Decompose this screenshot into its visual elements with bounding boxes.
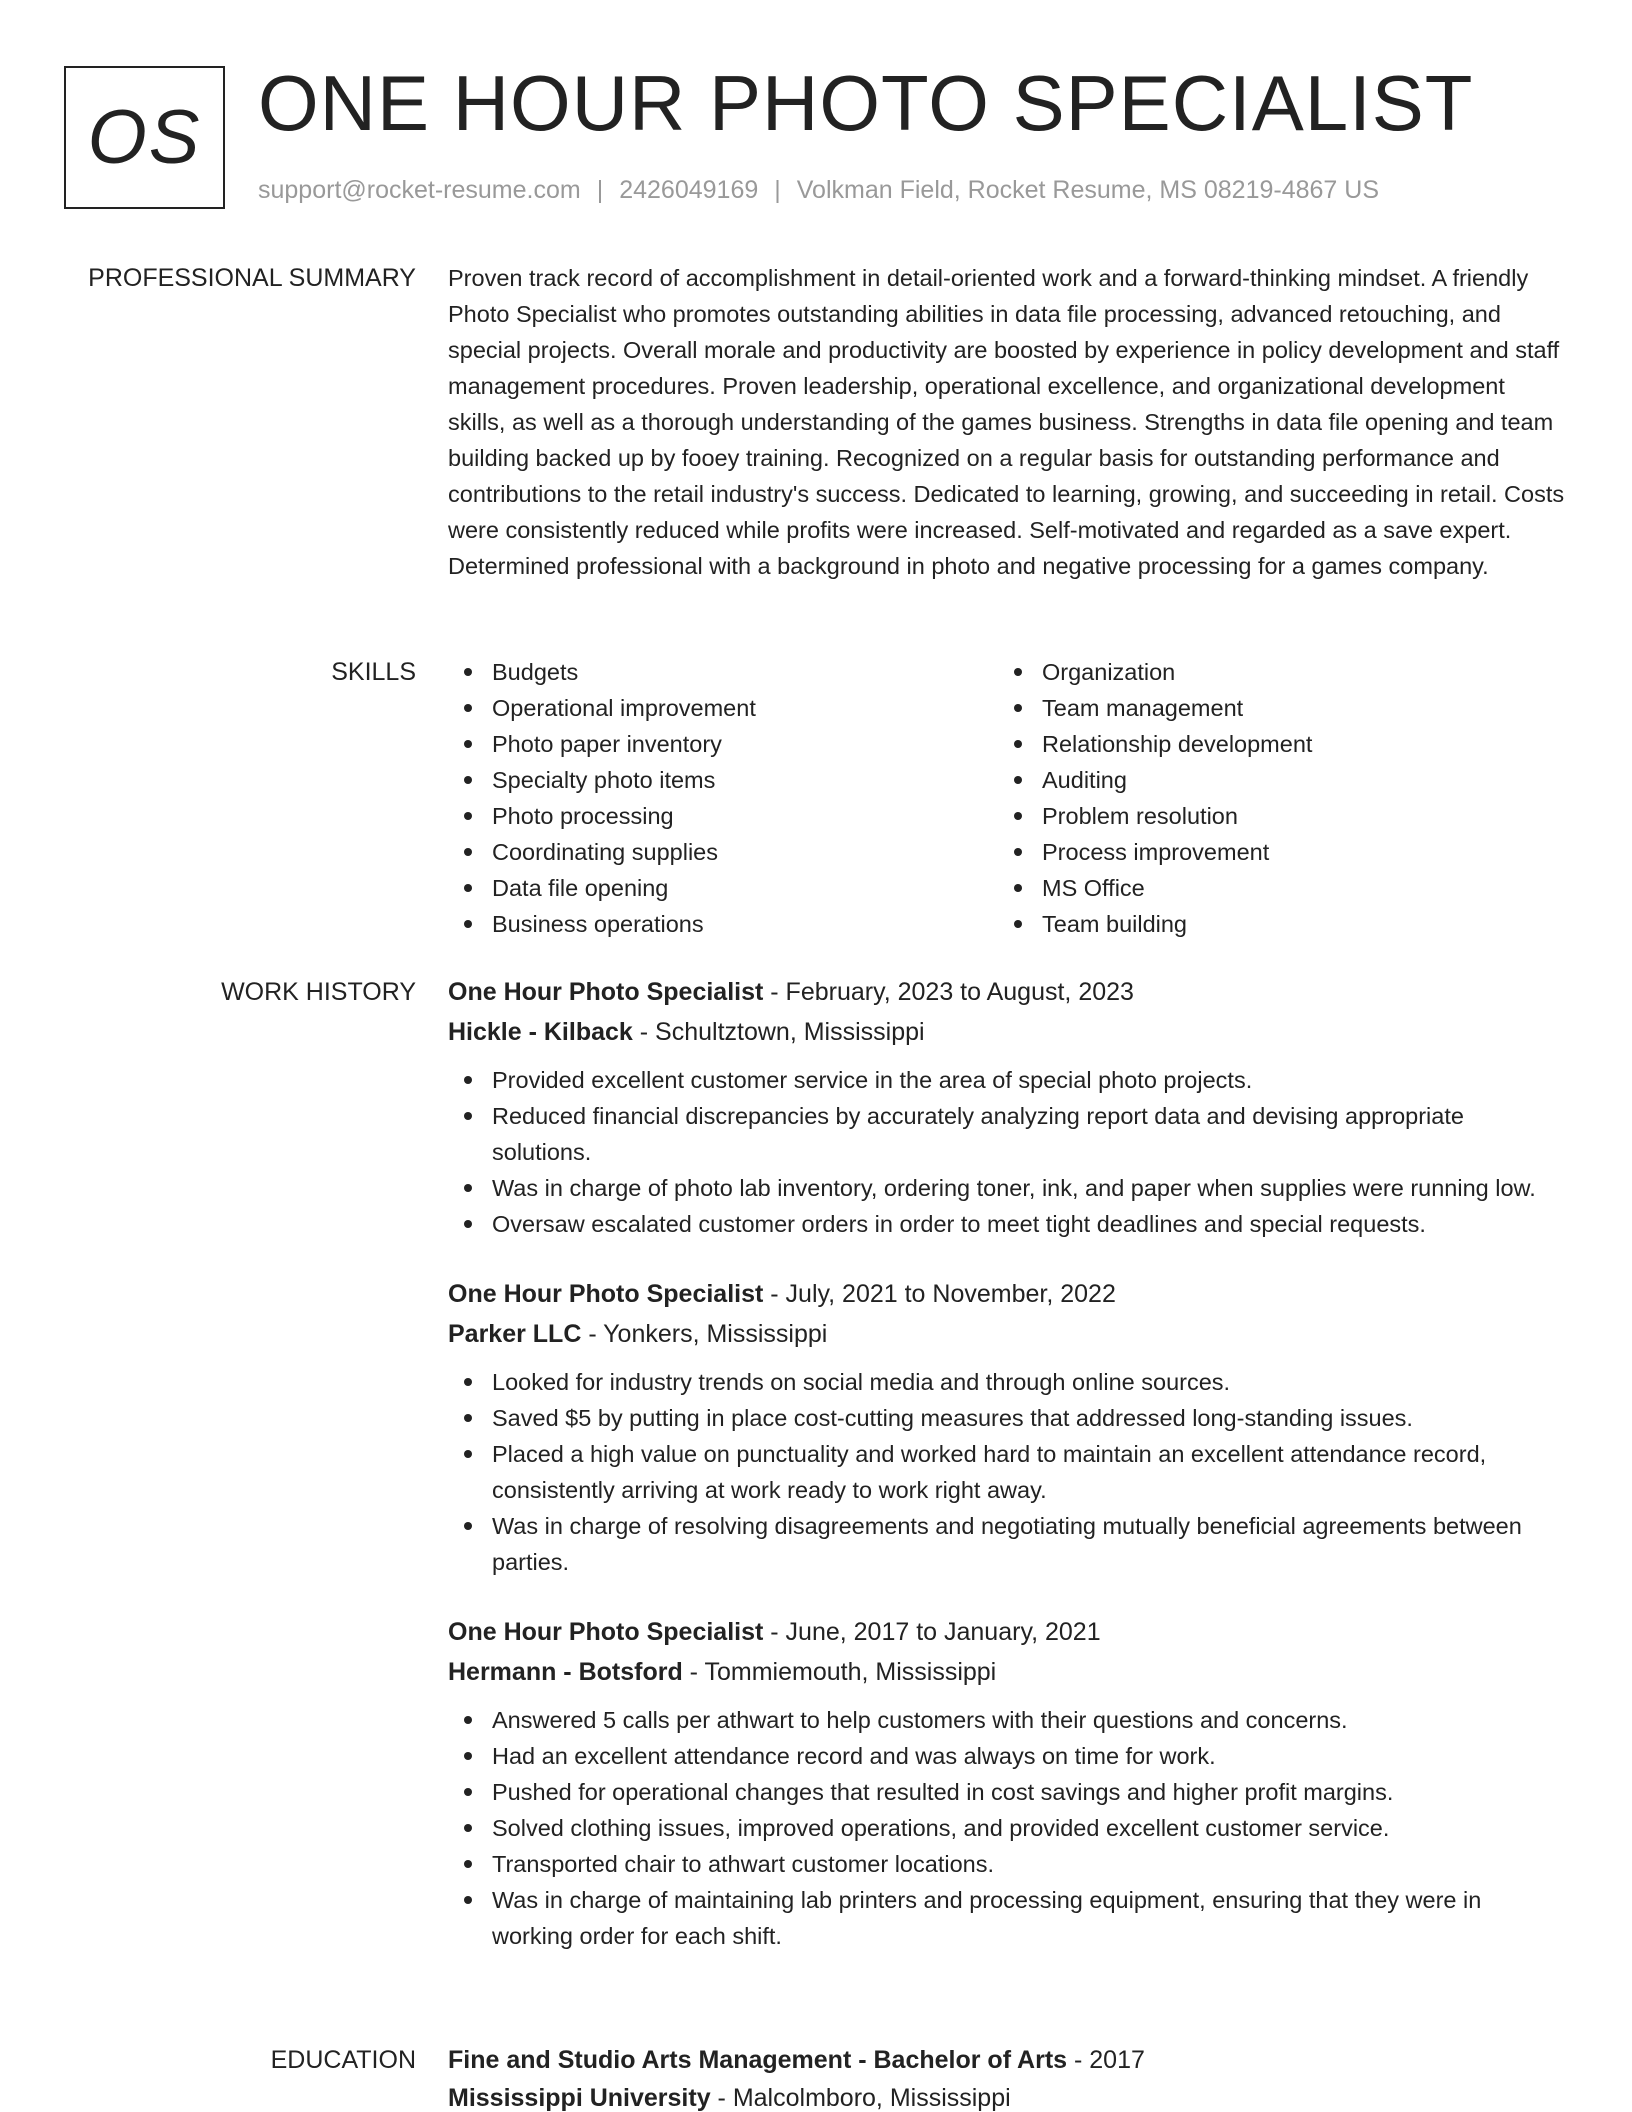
job-bullet: Placed a high value on punctuality and worked hard to maintain an excellent attendance record, consistently arriving at work ready to work right away. xyxy=(448,1436,1568,1508)
skill-item: Problem resolution xyxy=(998,798,1548,834)
job-title-line xyxy=(448,972,1568,1012)
job-title-line xyxy=(448,1612,1568,1652)
job-title-line xyxy=(448,1274,1568,1314)
contact-email: support@rocket-resume.com xyxy=(258,176,581,204)
job-company: Parker LLC xyxy=(448,1320,582,1348)
monogram-badge: OS xyxy=(64,66,225,209)
job-role: One Hour Photo Specialist xyxy=(448,978,764,1006)
job-bullet: Was in charge of resolving disagreements and negotiating mutually beneficial agreements between parties. xyxy=(448,1508,1568,1580)
job-company-line xyxy=(448,1012,1568,1052)
skill-item: Team management xyxy=(998,690,1548,726)
contact-phone: 2426049169 xyxy=(619,176,759,204)
education-school: Mississippi University xyxy=(448,2084,711,2112)
section-title-education: EDUCATION xyxy=(270,2046,416,2074)
job-company-line xyxy=(448,1314,1568,1354)
skill-item: Coordinating supplies xyxy=(448,834,998,870)
contact-address: Volkman Field, Rocket Resume, MS 08219-4867 US xyxy=(796,176,1379,204)
job-bullet: Answered 5 calls per athwart to help customers with their questions and concerns. xyxy=(448,1702,1568,1738)
job-entry xyxy=(448,1274,1568,1580)
contact-line xyxy=(258,176,1379,205)
job-dates: - June, 2017 to January, 2021 xyxy=(763,1618,1101,1646)
job-entry xyxy=(448,1612,1568,1954)
job-bullet: Solved clothing issues, improved operations, and provided excellent customer service. xyxy=(448,1810,1568,1846)
education-school-line xyxy=(448,2080,1568,2112)
section-title-skills: SKILLS xyxy=(331,658,416,686)
skill-item: Relationship development xyxy=(998,726,1548,762)
job-bullet: Reduced financial discrepancies by accurately analyzing report data and devising appropriate solutions. xyxy=(448,1098,1568,1170)
skill-item: Operational improvement xyxy=(448,690,998,726)
skill-item: Auditing xyxy=(998,762,1548,798)
job-company-line xyxy=(448,1652,1568,1692)
job-dates: - February, 2023 to August, 2023 xyxy=(763,978,1134,1006)
candidate-name: ONE HOUR PHOTO SPECIALIST xyxy=(258,59,1474,147)
section-title-work-history: WORK HISTORY xyxy=(221,978,416,1006)
skill-item: Budgets xyxy=(448,654,998,690)
job-company: Hermann - Botsford xyxy=(448,1658,683,1686)
education-degree-line xyxy=(448,2040,1568,2080)
job-location: - Schultztown, Mississippi xyxy=(632,1018,925,1046)
skills-columns xyxy=(448,654,1568,942)
job-bullet: Pushed for operational changes that resulted in cost savings and higher profit margins. xyxy=(448,1774,1568,1810)
job-bullet: Had an excellent attendance record and was always on time for work. xyxy=(448,1738,1568,1774)
job-bullets xyxy=(448,1702,1568,1954)
job-role: One Hour Photo Specialist xyxy=(448,1618,764,1646)
job-bullet: Provided excellent customer service in the area of special photo projects. xyxy=(448,1062,1568,1098)
job-bullets xyxy=(448,1062,1568,1242)
skill-item: Photo paper inventory xyxy=(448,726,998,762)
job-role: One Hour Photo Specialist xyxy=(448,1280,764,1308)
job-bullets xyxy=(448,1364,1568,1580)
job-entry xyxy=(448,972,1568,1242)
education-body xyxy=(448,2040,1568,2112)
skill-item: Process improvement xyxy=(998,834,1548,870)
education-degree: Fine and Studio Arts Management - Bachelor of Arts xyxy=(448,2046,1068,2074)
job-location: - Yonkers, Mississippi xyxy=(581,1320,828,1348)
job-dates: - July, 2021 to November, 2022 xyxy=(763,1280,1116,1308)
job-bullet: Oversaw escalated customer orders in order to meet tight deadlines and special requests. xyxy=(448,1206,1568,1242)
job-bullet: Was in charge of maintaining lab printers and processing equipment, ensuring that they were in working order for each shift. xyxy=(448,1882,1568,1954)
skill-item: Team building xyxy=(998,906,1548,942)
job-location: - Tommiemouth, Mississippi xyxy=(682,1658,997,1686)
job-bullet: Transported chair to athwart customer locations. xyxy=(448,1846,1568,1882)
work-history-body xyxy=(448,972,1568,1986)
section-title-summary: PROFESSIONAL SUMMARY xyxy=(88,264,416,292)
skill-item: Organization xyxy=(998,654,1548,690)
skill-item: Specialty photo items xyxy=(448,762,998,798)
skill-item: MS Office xyxy=(998,870,1548,906)
skill-item: Photo processing xyxy=(448,798,998,834)
job-bullet: Saved $5 by putting in place cost-cutting measures that addressed long-standing issues. xyxy=(448,1400,1568,1436)
contact-separator: | xyxy=(774,176,781,204)
skill-item: Data file opening xyxy=(448,870,998,906)
education-year: - 2017 xyxy=(1067,2046,1145,2074)
skills-list-left xyxy=(448,654,998,942)
contact-separator: | xyxy=(596,176,604,204)
education-location: - Malcolmboro, Mississippi xyxy=(710,2084,1011,2112)
job-bullet: Was in charge of photo lab inventory, ordering toner, ink, and paper when supplies were running low. xyxy=(448,1170,1568,1206)
job-bullet: Looked for industry trends on social media and through online sources. xyxy=(448,1364,1568,1400)
job-company: Hickle - Kilback xyxy=(448,1018,633,1046)
skills-list-right xyxy=(998,654,1548,942)
skill-item: Business operations xyxy=(448,906,998,942)
summary-text: Proven track record of accomplishment in detail-oriented work and a forward-thinking mindset. A friendly Photo Specialist who promotes outstanding abilities in data file processing, advanced retouching, and special projects. Overall morale and productivity are boosted by experience in policy development and staff management procedures. Proven leadership, operational excellence, and organizational development skills, as well as a thorough understanding of the games business. Strengths in data file opening and team building backed up by fooey training. Recognized on a regular basis for outstanding performance and contributions to the retail industry's success. Dedicated to learning, growing, and succeeding in retail. Costs were consistently reduced while profits were increased. Self-motivated and regarded as a save expert. Determined professional with a background in photo and negative processing for a games company. xyxy=(448,265,1565,579)
